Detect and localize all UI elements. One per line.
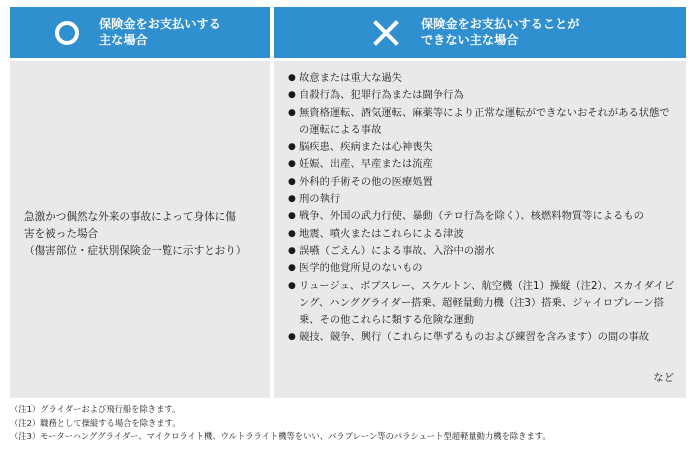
exclusion-item: ● 故意または重大な過失 <box>288 70 678 87</box>
exclusion-item: ● 脳疾患、疾病または心神喪失 <box>288 139 678 156</box>
footnotes <box>10 403 690 444</box>
exclusion-item: ● 自殺行為、犯罪行為または闘争行為 <box>288 87 678 104</box>
header-payable <box>10 7 270 58</box>
header-not-payable <box>274 7 686 58</box>
exclusion-item: ● 戦争、外国の武力行使、暴動（テロ行為を除く）、核燃料物質等によるもの <box>288 208 678 225</box>
exclusion-item: ● リュージュ、ボブスレー、スケルトン、航空機（注1）操縦（注2）、スカイダイビング、ハンググライダー搭乗、超軽量動力機（注3）搭乗、ジャイロプレーン搭乗、その他これらに類する危険な運動 <box>288 278 678 330</box>
circle-icon <box>54 20 80 46</box>
footnote: （注2）職務として操縦する場合を除きます。 <box>10 417 181 428</box>
payable-line: 急激かつ偶然な外来の事故によって身体に傷 <box>24 211 236 223</box>
exclusion-item: ● 医学的他覚所見のないもの <box>288 260 678 277</box>
payable-line: 害を被った場合 <box>24 228 99 240</box>
payable-line: （傷害部位・症状別保険金一覧に示すとおり） <box>24 245 247 257</box>
exclusion-list <box>288 70 678 347</box>
exclusion-item: ● 競技、競争、興行（これらに準ずるものおよび練習を含みます）の間の事故 <box>288 329 678 346</box>
exclusion-suffix: など <box>653 372 674 384</box>
exclusion-item: ● 刑の執行 <box>288 191 678 208</box>
exclusion-item: ● 外科的手術その他の医療処置 <box>288 174 678 191</box>
footnote: （注1）グライダーおよび飛行船を除きます。 <box>10 404 181 414</box>
footnote: （注3）モーターハンググライダー、マイクロライト機、ウルトラライト機等をいい、パラプレーン等のパラシュート型超軽量動力機を除きます。 <box>10 431 551 441</box>
exclusion-item: ● 無資格運転、酒気運転、麻薬等により正常な運転ができないおそれがある状態での運転による事故 <box>288 105 678 140</box>
exclusion-item: ● 誤嚥（ごえん）による事故、入浴中の溺水 <box>288 243 678 260</box>
exclusion-item: ● 地震、噴火またはこれらによる津波 <box>288 226 678 243</box>
cross-icon <box>372 19 400 47</box>
not-payable-cell <box>274 61 686 398</box>
exclusion-item: ● 妊娠、出産、早産または流産 <box>288 156 678 173</box>
payable-description <box>24 209 264 260</box>
payable-cell <box>10 61 270 398</box>
header-not-payable-title: 保険金をお支払いすることが できない主な場合 <box>421 17 580 47</box>
header-payable-title: 保険金をお支払いする 主な場合 <box>99 17 221 47</box>
